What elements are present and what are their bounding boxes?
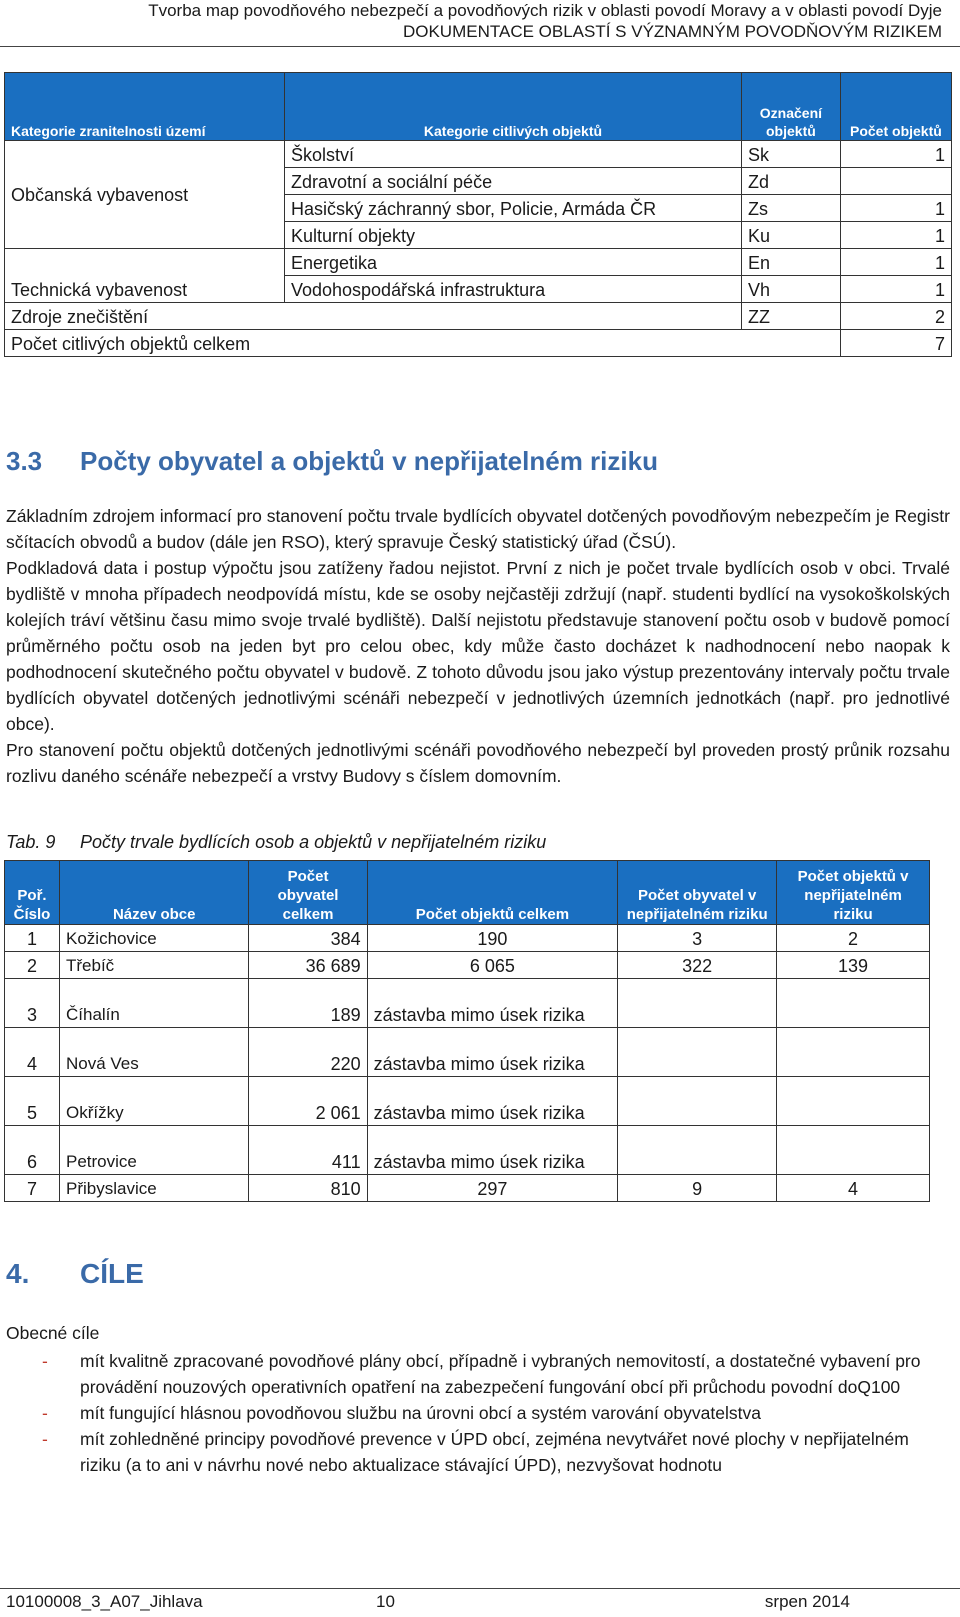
- objects-risk-cell: [777, 1028, 930, 1077]
- category-cell: Vodohospodářská infrastruktura: [284, 276, 741, 303]
- code-cell: ZZ: [741, 303, 840, 330]
- population-cell: 220: [249, 1028, 367, 1077]
- caption-text: Počty trvale bydlících osob a objektů v nepřijatelném riziku: [80, 832, 547, 852]
- population-cell: 36 689: [249, 952, 367, 979]
- count-cell: [840, 168, 951, 195]
- objects-risk-cell: 2: [777, 925, 930, 952]
- municipality-cell: Petrovice: [60, 1126, 249, 1175]
- count-cell: 2: [840, 303, 951, 330]
- header-title: Tvorba map povodňového nebezpečí a povodňových rizik v oblasti povodí Moravy a v oblasti povodí Dyje: [148, 1, 942, 20]
- goals-lead: Obecné cíle: [6, 1323, 100, 1343]
- footer-date: srpen 2014: [764, 1592, 850, 1611]
- total-count: 7: [840, 330, 951, 357]
- order-cell: 1: [5, 925, 60, 952]
- table-row: [5, 1028, 930, 1077]
- table-row: [5, 952, 930, 979]
- paragraph: Podkladová data i postup výpočtu jsou zatíženy řadou nejistot. První z nich je počet trvale bydlících osob v obci. Trvalé bydliště v mnoha případech neodpovídá místu, kde se osoby nejčastěji zdržují (např. studenti bydlící na vysokoškolských kolejích tráví většinu času mimo svoje trvalé bydliště). Další nejistotu představuje stanovení počtu osob v budově pomocí průměrného počtu osob na jeden byt pro celou obec, kdy může často docházet k nadhodnocení nebo naopak k podhodnocení skutečného počtu obyvatel v budově. Z tohoto důvodu jsou jako výstup prezentovány intervaly počtu trvale bydlících obyvatel dotčených jednotlivými scénáři nebezpečí v jednotlivých územních jednotkách (např. pro jednotlivé obce).: [6, 558, 950, 734]
- table-row: [5, 1126, 930, 1175]
- caption-number: Tab. 9: [6, 832, 56, 852]
- list-item: [6, 1348, 950, 1400]
- objects-cell: zástavba mimo úsek rizika: [367, 1077, 618, 1126]
- table1-header-count: Počet objektů: [840, 73, 951, 141]
- objects-cell: zástavba mimo úsek rizika: [367, 1126, 618, 1175]
- category-cell: Hasičský záchranný sbor, Policie, Armáda ČR: [284, 195, 741, 222]
- paragraph: Základním zdrojem informací pro stanovení počtu trvale bydlících obyvatel dotčených povodňovým nebezpečím je Registr sčítacích obvodů a budov (dále jen RSO), který spravuje Český statistický úřad (ČSÚ).: [6, 506, 950, 552]
- population-cell: 384: [249, 925, 367, 952]
- category-cell: Školství: [284, 141, 741, 168]
- group-label: Občanská vybavenost: [5, 141, 285, 249]
- population-cell: 2 061: [249, 1077, 367, 1126]
- category-cell: Kulturní objekty: [284, 222, 741, 249]
- table-row: [5, 303, 952, 330]
- section-number: 4.: [6, 1258, 30, 1289]
- pollution-label: Zdroje znečištění: [5, 303, 742, 330]
- table1-header-category: Kategorie citlivých objektů: [284, 73, 741, 141]
- table-row: [5, 249, 952, 276]
- count-cell: 1: [840, 195, 951, 222]
- table2-header-population-risk: Počet obyvatel v nepřijatelném riziku: [618, 861, 777, 925]
- table-row: [5, 1175, 930, 1202]
- dash-bullet: -: [42, 1351, 48, 1371]
- objects-risk-cell: [777, 1126, 930, 1175]
- category-cell: Zdravotní a sociální péče: [284, 168, 741, 195]
- sensitive-objects-table: [4, 72, 952, 357]
- list-item: [6, 1426, 950, 1478]
- footer-divider: [0, 1588, 960, 1589]
- goals-section: [6, 1320, 950, 1478]
- population-risk-cell: [618, 1028, 777, 1077]
- code-cell: En: [741, 249, 840, 276]
- list-item-text: mít kvalitně zpracované povodňové plány obcí, případně i vybraných nemovitostí, a dostatečné vybavení pro provádění nouzových operativních opatření na zabezpečení fungování obcí při průchodu povodní doQ100: [80, 1351, 921, 1397]
- order-cell: 3: [5, 979, 60, 1028]
- objects-risk-cell: 4: [777, 1175, 930, 1202]
- section-heading: [6, 1258, 144, 1290]
- population-cell: 189: [249, 979, 367, 1028]
- dash-bullet: -: [42, 1403, 48, 1423]
- objects-risk-cell: [777, 979, 930, 1028]
- table1-header-zone: Kategorie zranitelnosti území: [5, 73, 285, 141]
- list-item-text: mít zohledněné principy povodňové prevence v ÚPD obcí, zejména nevytvářet nové plochy v nepřijatelném riziku (a to ani v návrhu nové nebo aktualizace stávající ÚPD), nezvyšovat hodnotu: [80, 1429, 909, 1475]
- table-caption: [6, 832, 546, 853]
- section-title: Počty obyvatel a objektů v nepřijatelném riziku: [80, 446, 658, 476]
- population-risk-cell: [618, 1077, 777, 1126]
- objects-cell: 190: [367, 925, 618, 952]
- count-cell: 1: [840, 222, 951, 249]
- code-cell: Zs: [741, 195, 840, 222]
- municipality-cell: Číhalín: [60, 979, 249, 1028]
- order-cell: 6: [5, 1126, 60, 1175]
- population-risk-cell: [618, 1126, 777, 1175]
- municipality-cell: Kožichovice: [60, 925, 249, 952]
- dash-bullet: -: [42, 1429, 48, 1449]
- category-cell: Energetika: [284, 249, 741, 276]
- population-risk-cell: 3: [618, 925, 777, 952]
- table-row: [5, 979, 930, 1028]
- code-cell: Ku: [741, 222, 840, 249]
- order-cell: 4: [5, 1028, 60, 1077]
- list-item: [6, 1400, 950, 1426]
- section-title: CÍLE: [80, 1258, 144, 1289]
- objects-cell: zástavba mimo úsek rizika: [367, 1028, 618, 1077]
- population-risk-cell: 322: [618, 952, 777, 979]
- table2-header-objects-risk: Počet objektů v nepřijatelném riziku: [777, 861, 930, 925]
- table2-header-municipality: Název obce: [60, 861, 249, 925]
- population-cell: 411: [249, 1126, 367, 1175]
- population-cell: 810: [249, 1175, 367, 1202]
- objects-cell: 297: [367, 1175, 618, 1202]
- population-risk-table: [4, 860, 930, 1202]
- count-cell: 1: [840, 276, 951, 303]
- order-cell: 2: [5, 952, 60, 979]
- objects-risk-cell: [777, 1077, 930, 1126]
- count-cell: 1: [840, 141, 951, 168]
- goals-list: [6, 1348, 950, 1478]
- municipality-cell: Nová Ves: [60, 1028, 249, 1077]
- section-heading: [6, 446, 658, 477]
- municipality-cell: Třebíč: [60, 952, 249, 979]
- list-item-text: mít fungující hlásnou povodňovou službu na úrovni obcí a systém varování obyvatelstva: [80, 1403, 761, 1423]
- header-divider: [0, 46, 960, 47]
- objects-cell: zástavba mimo úsek rizika: [367, 979, 618, 1028]
- municipality-cell: Přibyslavice: [60, 1175, 249, 1202]
- objects-cell: 6 065: [367, 952, 618, 979]
- group-label: Technická vybavenost: [5, 249, 285, 303]
- municipality-cell: Okřížky: [60, 1077, 249, 1126]
- section-number: 3.3: [6, 446, 43, 476]
- section-body: [6, 503, 950, 789]
- table-row: [5, 330, 952, 357]
- table2-header-objects: Počet objektů celkem: [367, 861, 618, 925]
- paragraph: Pro stanovení počtu objektů dotčených jednotlivými scénáři povodňového nebezpečí byl proveden prostý průnik rozsahu rozlivu daného scénáře nebezpečí a vrstvy Budovy s číslem domovním.: [6, 740, 950, 786]
- code-cell: Zd: [741, 168, 840, 195]
- table-row: [5, 141, 952, 168]
- order-cell: 7: [5, 1175, 60, 1202]
- table2-header-order: Poř. Číslo: [5, 861, 60, 925]
- code-cell: Sk: [741, 141, 840, 168]
- table-row: [5, 1077, 930, 1126]
- header-subtitle: DOKUMENTACE OBLASTÍ S VÝZNAMNÝM POVODŇOVÝM RIZIKEM: [402, 22, 942, 41]
- objects-risk-cell: 139: [777, 952, 930, 979]
- population-risk-cell: 9: [618, 1175, 777, 1202]
- table2-header-population: Počet obyvatel celkem: [249, 861, 367, 925]
- code-cell: Vh: [741, 276, 840, 303]
- count-cell: 1: [840, 249, 951, 276]
- footer-doc-id: 10100008_3_A07_Jihlava: [6, 1592, 203, 1611]
- total-label: Počet citlivých objektů celkem: [5, 330, 841, 357]
- population-risk-cell: [618, 979, 777, 1028]
- order-cell: 5: [5, 1077, 60, 1126]
- table1-header-code: Označení objektů: [741, 73, 840, 141]
- footer-page-number: 10: [376, 1592, 395, 1611]
- table-row: [5, 925, 930, 952]
